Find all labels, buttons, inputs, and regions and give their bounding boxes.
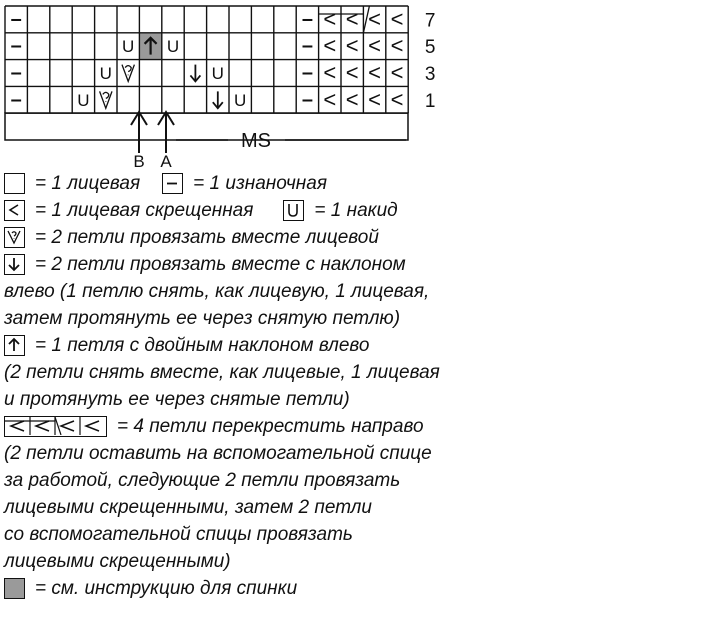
- legend-dec-text-1: = 1 петля с двойным наклоном влево: [35, 335, 370, 356]
- knit-tbl-icon: <: [368, 33, 382, 59]
- legend-cross-text-5: со вспомогательной спицы провязать: [4, 524, 353, 545]
- knit-tbl-icon: <: [390, 6, 404, 32]
- yarn-over-icon: U: [211, 64, 224, 83]
- row-number: 3: [424, 64, 436, 85]
- knit-tbl-icon: <: [368, 60, 382, 85]
- knit-tbl-icon: <: [345, 86, 359, 112]
- legend-row-tbl-yo: [4, 197, 474, 224]
- legend-cross-text-1: = 4 петли перекрестить направо: [117, 416, 424, 437]
- yarn-over-icon: U: [122, 37, 135, 57]
- legend-knit-text: = 1 лицевая: [35, 173, 141, 194]
- stitch-markers: [131, 112, 174, 170]
- k2tog-icon: [122, 65, 134, 82]
- gray-cell-symbol-icon: [4, 578, 25, 599]
- row-number: 1: [424, 90, 436, 112]
- yarn-over-icon: U: [99, 64, 112, 83]
- k2tog-symbol-icon: [4, 227, 25, 248]
- yarn-over-icon: U: [234, 90, 247, 110]
- purl-icon: –: [10, 35, 22, 58]
- row-number: 7: [424, 10, 436, 32]
- knit-tbl-icon: <: [390, 60, 404, 85]
- yarn-over-icon: U: [77, 90, 90, 110]
- legend-ssk-text-2: влево (1 петлю снять, как лицевую, 1 лицевая,: [4, 281, 430, 302]
- knit-tbl-symbol-icon: [4, 200, 25, 221]
- knit-symbol-icon: [4, 173, 25, 194]
- ms-frame: [5, 113, 408, 140]
- knit-tbl-icon: <: [390, 86, 404, 112]
- legend-dec-text-2: (2 петли снять вместе, как лицевые, 1 лицевая: [4, 362, 440, 383]
- legend-cross-text-6: лицевыми скрещенными): [4, 551, 231, 572]
- legend-row-dec: [4, 332, 474, 359]
- purl-icon: –: [10, 88, 22, 111]
- yarn-over-icon: U: [166, 37, 180, 57]
- legend-yarn-over-text: = 1 накид: [314, 200, 398, 221]
- knit-tbl-icon: <: [323, 6, 337, 32]
- legend-dec-text-3: и протянуть ее через снятые петли): [4, 389, 350, 410]
- purl-symbol-icon: [162, 173, 183, 194]
- ms-section: [5, 113, 408, 152]
- purl-icon: –: [301, 88, 313, 111]
- knit-tbl-icon: <: [368, 6, 382, 32]
- knit-tbl-icon: <: [390, 33, 404, 59]
- purl-icon: –: [301, 8, 313, 31]
- cross-4-symbol-icon: [4, 416, 107, 437]
- legend-knit-tbl-text: = 1 лицевая скрещенная: [35, 200, 254, 221]
- legend-row-ssk: [4, 251, 474, 278]
- yarn-over-symbol-icon: [283, 200, 304, 221]
- legend-cross-text-3: за работой, следующие 2 петли провязать: [4, 470, 401, 491]
- purl-icon: –: [10, 62, 22, 84]
- purl-icon: –: [10, 8, 22, 31]
- legend-gray-text: = см. инструкцию для спинки: [35, 578, 298, 599]
- legend-row-k2tog: [4, 224, 474, 251]
- knit-tbl-icon: <: [323, 60, 337, 85]
- legend-cross-text-4: лицевыми скрещенными, затем 2 петли: [4, 497, 372, 518]
- legend-k2tog-text: = 2 петли провязать вместе лицевой: [35, 227, 379, 248]
- legend-purl-text: = 1 изнаночная: [193, 173, 327, 194]
- row-numbers: [425, 10, 436, 111]
- purl-icon: –: [301, 35, 313, 58]
- knit-tbl-icon: <: [323, 33, 337, 59]
- row-number: 5: [424, 37, 436, 59]
- legend-row-gray: [4, 575, 474, 602]
- double-decrease-symbol-icon: [4, 335, 25, 356]
- knit-tbl-icon: <: [345, 6, 359, 32]
- legend-row-cross: [4, 413, 474, 440]
- marker-b-label: B: [133, 152, 145, 170]
- k2tog-icon: [100, 91, 112, 108]
- ssk-symbol-icon: [4, 254, 25, 275]
- legend-row-knit-purl: [4, 170, 474, 197]
- legend-ssk-text-3: затем протянуть ее через снятую петлю): [4, 308, 401, 329]
- knit-tbl-icon: <: [345, 33, 359, 59]
- marker-a-label: A: [160, 152, 172, 170]
- legend: [4, 170, 474, 602]
- legend-cross-text-2: (2 петли оставить на вспомогательной спице: [4, 443, 432, 464]
- legend-ssk-text-1: = 2 петли провязать вместе с наклоном: [35, 254, 406, 275]
- knit-tbl-icon: <: [323, 86, 337, 112]
- knitting-chart: [0, 0, 460, 170]
- knit-tbl-icon: <: [368, 86, 382, 112]
- ms-label: MS: [241, 130, 271, 152]
- purl-icon: –: [301, 62, 313, 84]
- knit-tbl-icon: <: [345, 60, 359, 85]
